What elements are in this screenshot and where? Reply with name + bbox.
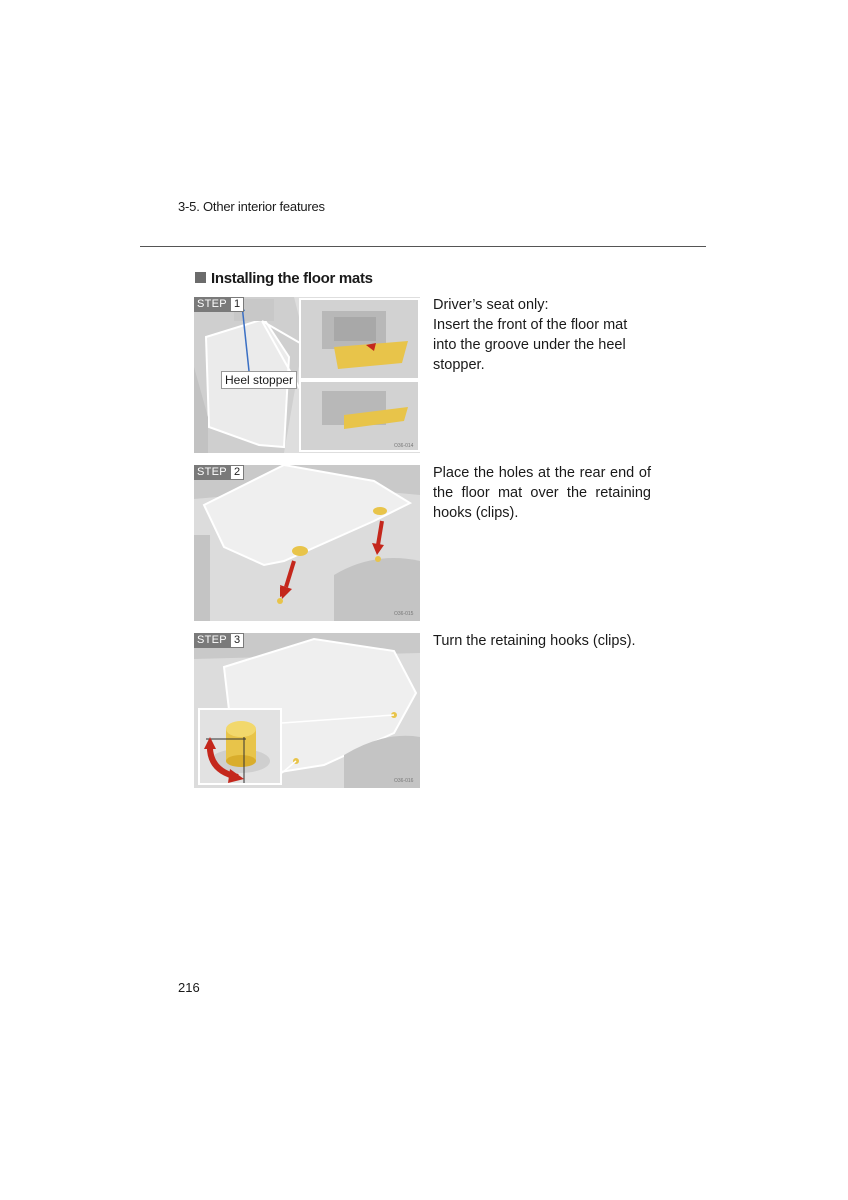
step-1-line: Driver’s seat only: bbox=[433, 297, 549, 313]
step-2-line: Place the holes at the rear end of the floor mat over the retaining hooks (clips). bbox=[433, 465, 651, 521]
image-code: O36-016 bbox=[394, 778, 414, 784]
step-1-text bbox=[433, 295, 651, 375]
step-3-illustration bbox=[194, 633, 420, 788]
square-bullet-icon bbox=[195, 272, 206, 283]
step-3-text bbox=[433, 631, 651, 651]
step-1-illustration bbox=[194, 297, 420, 453]
step-badge-number: 1 bbox=[230, 297, 244, 312]
image-code: O36-014 bbox=[394, 443, 414, 449]
step-badge-number: 2 bbox=[230, 465, 244, 480]
step-2-illustration bbox=[194, 465, 420, 621]
section-header: 3-5. Other interior features bbox=[178, 199, 325, 214]
floor-mat-holes-over-hooks-drawing bbox=[194, 465, 420, 621]
heel-stopper-label: Heel stopper bbox=[221, 371, 297, 389]
step-1-badge bbox=[194, 297, 244, 312]
page-number: 216 bbox=[178, 980, 200, 995]
section-title-text: Installing the floor mats bbox=[211, 270, 373, 287]
step-3-badge bbox=[194, 633, 244, 648]
header-divider bbox=[140, 246, 706, 247]
step-1-line: Insert the front of the floor mat into the groove under the heel stopper. bbox=[433, 317, 628, 373]
step-2-badge bbox=[194, 465, 244, 480]
step-badge-word: STEP bbox=[194, 297, 230, 312]
section-title bbox=[195, 270, 373, 287]
step-3-line: Turn the retaining hooks (clips). bbox=[433, 633, 636, 649]
step-badge-word: STEP bbox=[194, 633, 230, 648]
step-badge-word: STEP bbox=[194, 465, 230, 480]
step-badge-number: 3 bbox=[230, 633, 244, 648]
image-code: O36-015 bbox=[394, 611, 414, 617]
turn-retaining-hooks-drawing bbox=[194, 633, 420, 788]
step-2-text bbox=[433, 463, 651, 523]
